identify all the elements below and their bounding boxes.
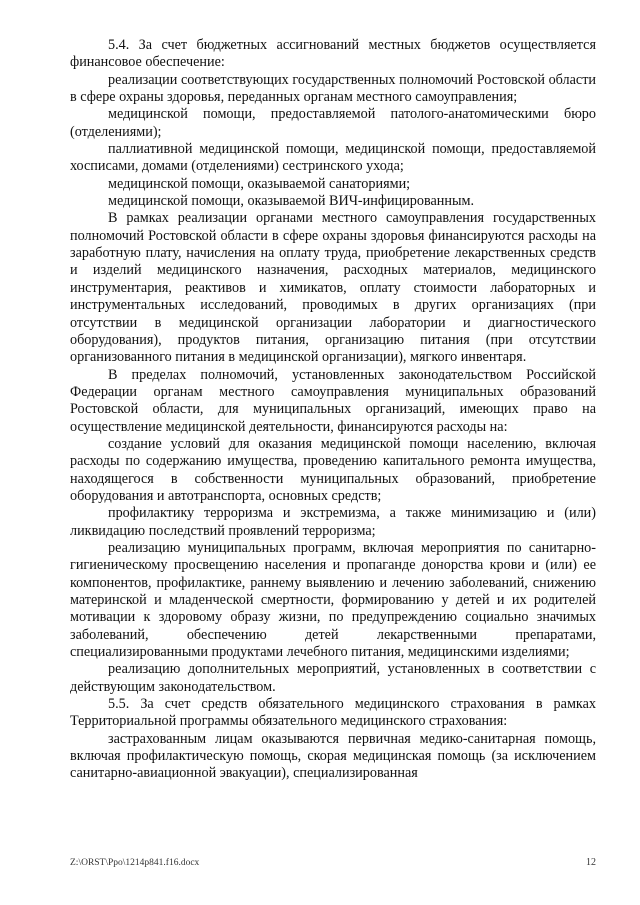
page-number: 12	[586, 857, 596, 868]
paragraph: создание условий для оказания медицинской помощи населению, включая расходы по содержанию имущества, проведению капитального ремонта имущества, находящегося в собственности муниципальных образований, приобретение оборудования и автотранспорта, основных средств;	[70, 435, 596, 504]
paragraph: медицинской помощи, предоставляемой патолого-анатомическими бюро (отделениями);	[70, 106, 596, 140]
paragraph: 5.5. За счет средств обязательного медицинского страхования в рамках Территориальной программы обязательного медицинского страхования:	[70, 696, 596, 730]
paragraph: 5.4. За счет бюджетных ассигнований местных бюджетов осуществляется финансовое обеспечение:	[70, 37, 596, 71]
paragraph: реализацию дополнительных мероприятий, установленных в соответствии с действующим законодательством.	[70, 661, 596, 695]
footer-file-path: Z:\ORST\Ppo\1214p841.f16.docx	[70, 858, 200, 868]
paragraph: застрахованным лицам оказываются первичная медико-санитарная помощь, включая профилактическую помощь, скорая медицинская помощь (за исключением санитарно-авиационной эвакуации), специализированная	[70, 730, 596, 782]
paragraph: В пределах полномочий, установленных законодательством Российской Федерации органам местного самоуправления муниципальных образований Ростовской области, для муниципальных организаций, имеющих право на осуществление медицинской деятельности, финансируются расходы на:	[70, 366, 596, 435]
paragraph: реализацию муниципальных программ, включая мероприятия по санитарно-гигиеническому просвещению населения и пропаганде донорства крови и (или) ее компонентов, профилактике, раннему выявлению и лечению заболеваний, снижению материнской и младенческой смертности, формированию у детей и их родителей мотивации к здоровому образу жизни, по предупреждению социально значимых заболеваний, обеспечению детей лекарственными препаратами, специализированными продуктами лечебного питания, медицинскими изделиями;	[70, 539, 596, 661]
paragraph: паллиативной медицинской помощи, медицинской помощи, предоставляемой хосписами, домами (отделениями) сестринского ухода;	[70, 141, 596, 175]
paragraph: медицинской помощи, оказываемой санаториями;	[108, 175, 411, 192]
paragraph: В рамках реализации органами местного самоуправления государственных полномочий Ростовской области в сфере охраны здоровья финансируются расходы на заработную плату, начисления на оплату труда, приобретение лекарственных средств и изделий медицинского назначения, расходных материалов, медицинского инструментария, реактивов и химикатов, оплату стоимости лабораторных и инструментальных исследований, проводимых в других организациях (при отсутствии в медицинской организации лаборатории и диагностического оборудования), продуктов питания, организацию питания (при отсутствии организованного питания в медицинской организации), мягкого инвентаря.	[70, 210, 596, 366]
paragraph: медицинской помощи, оказываемой ВИЧ-инфицированным.	[108, 193, 475, 210]
document-body	[70, 37, 596, 783]
paragraph: профилактику терроризма и экстремизма, а также минимизацию и (или) ликвидацию последствий проявлений терроризма;	[70, 505, 596, 539]
paragraph: реализации соответствующих государственных полномочий Ростовской области в сфере охраны здоровья, переданных органам местного самоуправления;	[70, 71, 596, 106]
